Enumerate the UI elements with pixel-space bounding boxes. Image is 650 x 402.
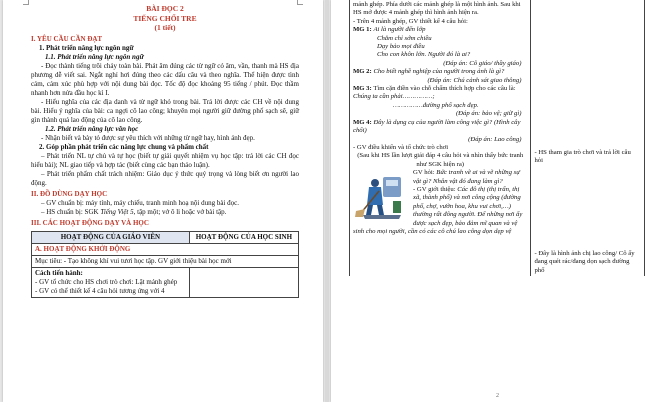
text-run: , tập một; vở ô li hoặc vở bài tập.	[133, 207, 227, 216]
sweeper-image-icon	[353, 171, 409, 221]
paragraph: - Đây là hình ảnh chị lao công/ Cô ấy đang quét rác/đang dọn sạch đường phố	[534, 249, 635, 274]
text-run: GV hỏi:	[413, 169, 437, 177]
table-row	[32, 255, 299, 267]
question-item	[353, 68, 527, 76]
cell-line: - GV tổ chức cho HS chơi trò chơi: Lật mảnh ghép	[35, 277, 178, 286]
table-row	[32, 267, 299, 297]
activity-table-continued[interactable]	[349, 0, 645, 276]
table-row	[32, 243, 299, 255]
spacer	[534, 1, 641, 149]
paragraph[interactable]: - Nhận biết và bày tỏ được sự yêu thích với những từ ngữ hay, hình ảnh đẹp.	[41, 133, 255, 142]
question-text: Chúng ta cần phải……………;	[353, 93, 435, 101]
question-item	[353, 85, 527, 102]
paragraph: - HS tham gia trò chơi và trả lời câu hỏi	[534, 149, 631, 165]
poem-line: Chăm chỉ sớm chiều	[377, 34, 432, 42]
question-text: Cho biết nghề nghiệp của người trong ảnh là gì?	[373, 68, 505, 76]
section-heading-3[interactable]: III. CÁC HOẠT ĐỘNG DẠY VÀ HỌC	[31, 218, 149, 227]
paragraph[interactable]: - Đọc thành tiếng trôi chảy toàn bài. Phát âm đúng các từ ngữ có âm, vần, thanh mà HS địa phương dễ viết sai. Ngắt nghỉ hơi đúng theo các dấu câu và theo nghĩa. Thể hiện được tình cảm, cảm xúc phù hợp với nội dung bài đọc. Tốc độ đọc khoảng 95 tiếng / phút. Đọc thầm nhanh hơn nửa đầu học kì I.	[31, 61, 299, 97]
document-page-left	[3, 0, 323, 402]
text-run: Các đô thị (thị trấn, thị xã, thành phố) và nơi công cộng (đường phố, chợ, vườn hoa, khu vui chơi,…) thường rất đông người. Để những nơi ấy được sạch đẹp, bảo đảm mĩ quan và vệ sinh cho mọi người, cần có các cô chú lao công dọn dẹp vệ	[353, 185, 523, 235]
table-cell[interactable]: A. HOẠT ĐỘNG KHỞI ĐỘNG	[32, 243, 299, 255]
answer-text: (Đáp án: Lao công)	[468, 135, 522, 143]
lesson-subtitle[interactable]: TIẾNG CHỔI TRE	[133, 13, 197, 23]
answer-text: (Đáp án: Cô giáo/ thầy giáo)	[443, 59, 522, 67]
book-title: Tiếng Việt 5	[100, 207, 134, 216]
paragraph[interactable]: – Phát triển phẩm chất trách nhiệm: Giáo dục ý thức quý trọng và lòng biết ơn người lao động.	[31, 169, 299, 187]
question-label: MG 4:	[353, 118, 372, 126]
question-text: Tìm cặn điền vào chỗ chấm thích hợp cho các câu là:	[373, 85, 516, 93]
text-run: – HS chuẩn bị: SGK	[41, 207, 101, 216]
text-run: Bức tranh vẽ ai và vẽ những sự vật gì? Nhân vật đó đang làm gì?	[413, 169, 520, 185]
question-item	[353, 26, 527, 34]
table-header-row	[32, 231, 299, 243]
cell-heading: Cách tiến hành:	[35, 268, 83, 277]
lesson-title[interactable]: BÀI ĐỌC 2	[146, 4, 184, 13]
paragraph: - GV điều khiển và tổ chức trò chơi	[353, 143, 449, 151]
table-header-teacher[interactable]: HOẠT ĐỘNG CỦA GIÁO VIÊN	[32, 231, 190, 243]
paragraph[interactable]: – Phát triển NL tự chủ và tự học (biết tự giải quyết nhiệm vụ học tập: trả lời các CH đọc hiểu bài); NL giao tiếp và hợp tác (biết cùng các bạn thảo luận).	[31, 151, 299, 169]
spacer	[534, 166, 641, 250]
question-item	[353, 119, 527, 136]
subheading[interactable]: 1.1. Phát triển năng lực ngôn ngữ	[45, 52, 144, 61]
margin-corner-mark	[23, 0, 29, 5]
illustration-street-sweeper[interactable]	[353, 171, 409, 221]
answer-text: (Đáp án: bảo vệ; giữ gì)	[455, 110, 522, 118]
section-heading-2[interactable]: II. ĐỒ DÙNG DẠY HỌC	[31, 189, 108, 198]
page-content	[31, 4, 299, 298]
table-cell[interactable]	[32, 267, 190, 297]
document-page-right	[331, 0, 650, 402]
table-cell[interactable]: Mục tiêu: - Tạo không khí vui tươi học tập. GV giới thiệu bài học mới	[32, 255, 299, 267]
question-text: ……………đường phố sạch đẹp.	[393, 101, 479, 109]
page-gutter	[325, 0, 329, 402]
student-activity-cell[interactable]	[531, 0, 645, 276]
question-text: Đây là dụng cụ của người làm công việc gì? (Hình cây chổi)	[353, 118, 521, 135]
paragraph[interactable]: – GV chuẩn bị: máy tính, máy chiếu, tranh minh hoạ nội dung bài đọc.	[41, 198, 239, 207]
poem-line: Dạy bảo mọi điều	[377, 43, 425, 51]
answer-text: (Đáp án: Chú cảnh sát giao thông)	[427, 76, 522, 84]
text-run: - GV giới thiệu:	[413, 185, 458, 193]
paragraph: - Trên 4 mảnh ghép, GV thiết kế 4 câu hỏi:	[353, 17, 468, 25]
subheading[interactable]: 2. Góp phần phát triển các năng lực chung và phẩm chất	[39, 142, 209, 151]
paragraph[interactable]: - Hiểu nghĩa của các địa danh và từ ngữ khó trong bài. Trả lời được các CH về nội dung bài. Hiểu ý nghĩa của bài: ca ngợi cô lao công; khuyên mọi người giữ đường phố sạch sẽ, giữ gìn thành quả lao động của cô lao công.	[31, 97, 299, 124]
question-label: MG 2:	[353, 68, 372, 76]
question-text: Ai là người đến lớp	[373, 26, 426, 34]
teacher-activity-cell[interactable]	[350, 0, 531, 276]
cell-line: - GV có thể thiết kế 4 câu hỏi tương ứng với 4	[35, 286, 165, 295]
page-number: 2	[496, 393, 499, 399]
paragraph[interactable]	[31, 208, 299, 217]
paragraph: mảnh ghép. Phía dưới các mảnh ghép là một hình ảnh. Sau khi HS mở được 4 mảnh ghép thì hình ảnh hiện ra.	[353, 1, 521, 17]
paragraph: (Sau khi HS lần lượt giải đáp 4 câu hỏi và nhìn thấy bức tranh như SGK hiện ra)	[357, 152, 524, 168]
poem-line: Cho con khôn lớn. Người đó là ai?	[377, 51, 471, 59]
section-heading-1[interactable]: I. YÊU CẦU CẦN ĐẠT	[31, 34, 103, 43]
lesson-duration[interactable]: (1 tiết)	[154, 23, 176, 32]
subheading[interactable]: 1. Phát triển năng lực ngôn ngữ	[39, 43, 134, 52]
question-label: MG 1:	[353, 26, 372, 34]
activity-table[interactable]	[31, 231, 299, 298]
question-label: MG 3:	[353, 85, 372, 93]
subheading[interactable]: 1.2. Phát triển năng lực văn học	[45, 124, 139, 133]
table-header-student[interactable]: HOẠT ĐỘNG CỦA HỌC SINH	[189, 231, 298, 243]
table-row	[350, 0, 645, 276]
table-cell[interactable]	[189, 267, 298, 297]
